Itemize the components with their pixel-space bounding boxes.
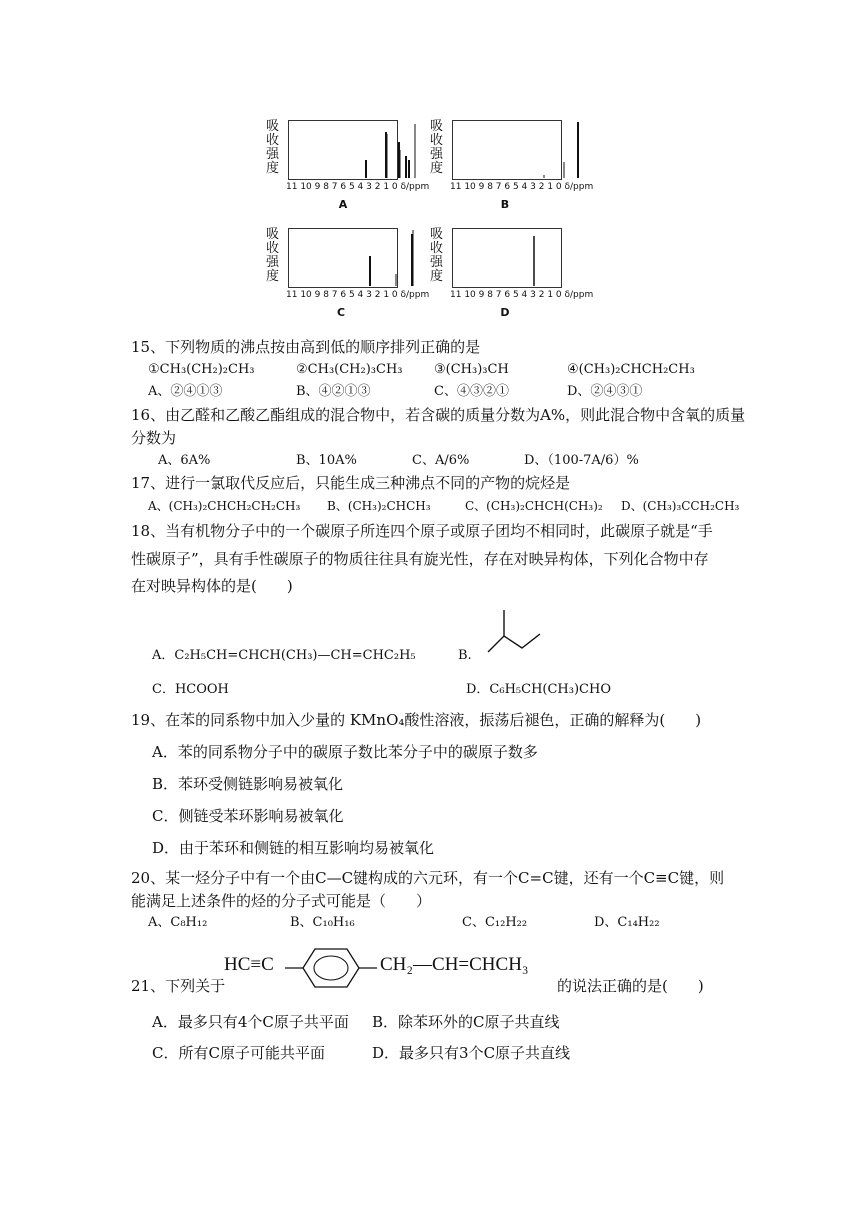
nmr-label-b: B	[500, 198, 510, 211]
q16-option-b: B、10A%	[296, 453, 357, 468]
q21-suffix: 的说法正确的是( )	[557, 977, 704, 995]
q20-option-a: A、C₈H₁₂	[148, 915, 208, 930]
q21-structure-left: HC≡C	[224, 954, 274, 975]
q16-stem-line2: 分数为	[131, 429, 177, 447]
q17-stem: 17、进行一氯取代反应后，只能生成三种沸点不同的产物的烷烃是	[131, 474, 571, 492]
q20-line1: 20、某一烃分子中有一个由C—C键构成的六元环，有一个C=C键，还有一个C≡C键，则	[131, 869, 725, 887]
nmr-spectrum-c	[266, 227, 430, 320]
nmr-y-label: 吸收强度	[266, 227, 280, 284]
nmr-spectrum-b	[430, 119, 594, 212]
nmr-label-c: C	[336, 306, 346, 319]
q19-option-d: D．由于苯环和侧链的相互影响均易被氧化	[152, 839, 435, 857]
q15-option-d: D、②④③①	[567, 384, 643, 399]
nmr-y-label: 吸收强度	[266, 119, 280, 176]
q19-option-b: B．苯环受侧链影响易被氧化	[152, 775, 344, 793]
q19-stem: 19、在苯的同系物中加入少量的 KMnO₄酸性溶液，振荡后褪色，正确的解释为( )	[131, 711, 702, 729]
q17-option-a: A、(CH₃)₂CHCH₂CH₂CH₃	[148, 499, 301, 513]
q16-option-c: C、A/6%	[412, 453, 470, 468]
q21-structure-right: CH₂—CH=CHCH₃	[380, 954, 529, 975]
q18-skeletal-structure	[484, 606, 544, 658]
q15-option-c: C、④③②①	[434, 384, 509, 399]
nmr-y-label: 吸收强度	[430, 119, 444, 176]
q18-option-a: A．C₂H₅CH=CHCH(CH₃)—CH=CHC₂H₅	[152, 648, 416, 663]
q17-option-d: D、(CH₃)₃CCH₂CH₃	[621, 499, 740, 513]
q21-option-d: D．最多只有3个C原子共直线	[372, 1044, 571, 1062]
q18-line1: 18、当有机物分子中的一个碳原子所连四个原子或原子团均不相同时，此碳原子就是“手	[131, 522, 713, 540]
q18-line2: 性碳原子”，具有手性碳原子的物质往往具有旋光性，存在对映异构体，下列化合物中存	[131, 550, 709, 568]
q17-option-c: C、(CH₃)₂CHCH(CH₃)₂	[465, 499, 603, 513]
q15-stem: 15、下列物质的沸点按由高到低的顺序排列正确的是	[131, 338, 481, 356]
q15-option-b: B、④②①③	[296, 384, 371, 399]
q20-option-b: B、C₁₀H₁₆	[290, 915, 355, 930]
q20-option-d: D、C₁₄H₂₂	[594, 915, 660, 930]
nmr-peaks-c	[288, 228, 398, 288]
q21-option-c: C．所有C原子可能共平面	[152, 1044, 325, 1062]
q20-option-c: C、C₁₂H₂₂	[462, 915, 528, 930]
q15-item-2: ②CH₃(CH₂)₃CH₃	[296, 362, 403, 377]
nmr-axis-ticks: 11 10 9 8 7 6 5 4 3 2 1 0 δ/ppm	[450, 290, 594, 300]
nmr-axis-ticks: 11 10 9 8 7 6 5 4 3 2 1 0 δ/ppm	[286, 290, 430, 300]
q15-option-a: A、②④①③	[148, 384, 223, 399]
q20-line2: 能满足上述条件的烃的分子式可能是（ ）	[131, 892, 432, 910]
nmr-peaks-b	[452, 120, 562, 180]
nmr-label-a: A	[338, 198, 348, 211]
q16-option-a: A、6A%	[158, 453, 211, 468]
nmr-peaks-d	[452, 228, 562, 288]
nmr-spectrum-d	[430, 227, 594, 320]
q17-option-b: B、(CH₃)₂CHCH₃	[327, 499, 431, 513]
nmr-axis-ticks: 11 10 9 8 7 6 5 4 3 2 1 0 δ/ppm	[450, 182, 594, 192]
q16-stem-line1: 16、由乙醛和乙酸乙酯组成的混合物中，若含碳的质量分数为A%，则此混合物中含氧的质量	[131, 406, 746, 424]
nmr-label-d: D	[500, 306, 510, 319]
nmr-spectrum-a	[266, 119, 430, 212]
q19-option-a: A．苯的同系物分子中的碳原子数比苯分子中的碳原子数多	[152, 743, 538, 761]
benzene-ring-icon	[285, 945, 379, 991]
nmr-peaks-a	[288, 120, 398, 180]
nmr-y-label: 吸收强度	[430, 227, 444, 284]
q19-option-c: C．侧链受苯环影响易被氧化	[152, 807, 344, 825]
q15-item-1: ①CH₃(CH₂)₂CH₃	[148, 362, 255, 377]
q21-prefix: 21、下列关于	[131, 977, 226, 995]
q15-item-4: ④(CH₃)₂CHCH₂CH₃	[567, 362, 695, 377]
nmr-axis-ticks: 11 10 9 8 7 6 5 4 3 2 1 0 δ/ppm	[286, 182, 430, 192]
q18-line3: 在对映异构体的是( )	[131, 577, 293, 595]
q18-option-b-label: B.	[458, 648, 472, 663]
q18-option-d: D．C₆H₅CH(CH₃)CHO	[466, 682, 611, 697]
q18-option-c: C．HCOOH	[152, 682, 229, 697]
q15-item-3: ③(CH₃)₃CH	[434, 362, 509, 377]
q16-option-d: D、（100-7A/6）%	[524, 453, 639, 468]
q21-option-b: B．除苯环外的C原子共直线	[372, 1013, 560, 1031]
q21-option-a: A．最多只有4个C原子共平面	[152, 1013, 349, 1031]
